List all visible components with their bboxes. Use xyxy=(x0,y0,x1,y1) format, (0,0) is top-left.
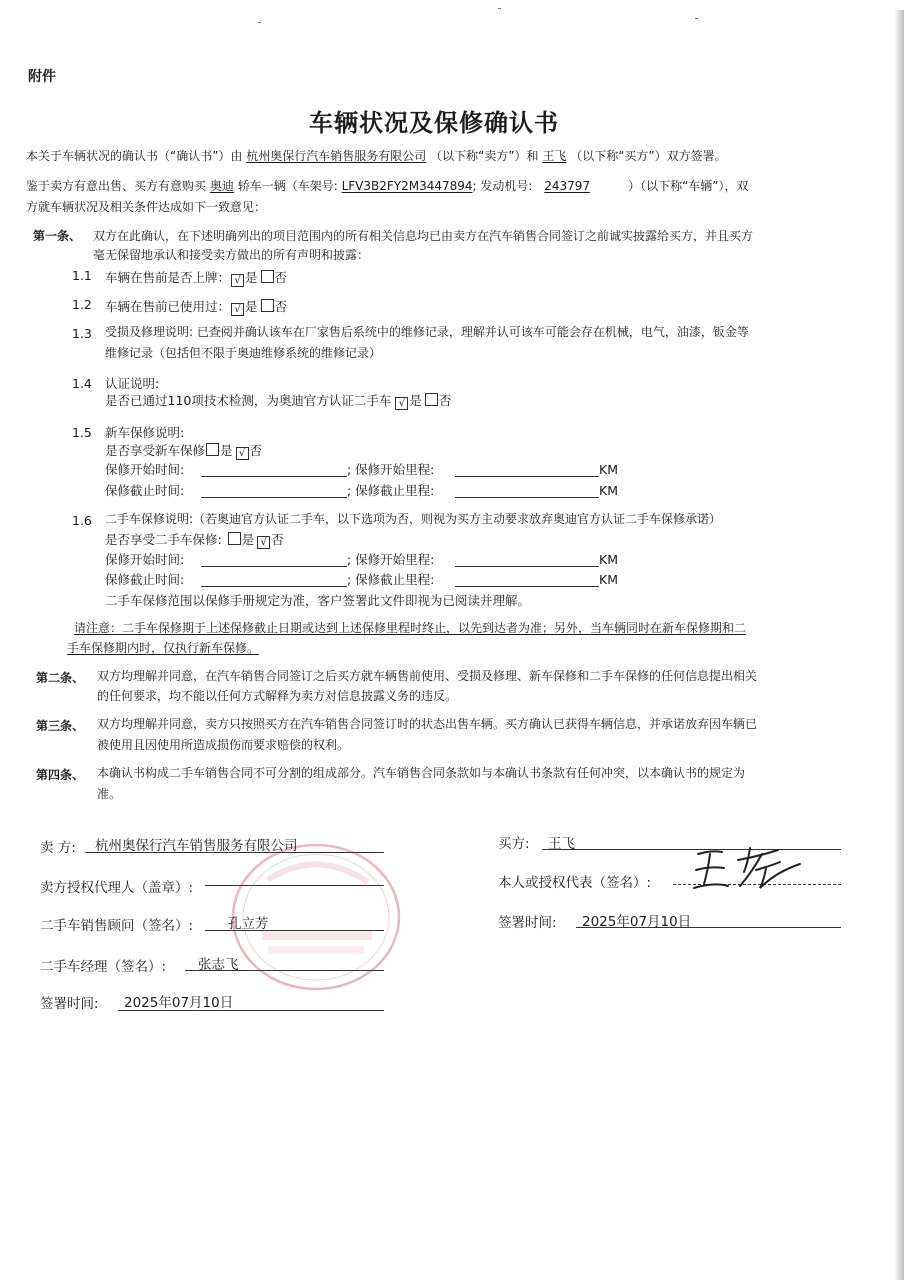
scan-speck xyxy=(695,18,698,19)
seller-label: 卖 方: xyxy=(40,840,76,856)
scan-edge-shadow xyxy=(894,10,904,1280)
scan-speck xyxy=(258,22,261,23)
intro-line-1 xyxy=(26,147,727,164)
checkbox-yes[interactable]: √ xyxy=(231,274,244,287)
seller-line xyxy=(85,852,384,853)
item-1-6-title: 二手车保修说明:（若奥迪官方认证二手车，以下选项为否，则视为买方主动要求放弃奥迪官方认证二手车保修承诺） xyxy=(105,512,722,526)
no-label: 否 xyxy=(274,299,288,314)
item-1-4-number: 1.4 xyxy=(72,376,92,391)
checkbox-yes[interactable]: √ xyxy=(231,303,244,316)
item-1-3-text: 受损及修理说明: 已查阅并确认该车在厂家售后系统中的维修记录，理解并认可该车可能会存在机械，电气，油漆，钣金等 xyxy=(105,325,749,339)
item-1-5-number: 1.5 xyxy=(72,425,92,440)
manager-label: 二手车经理（签名）: xyxy=(40,959,167,975)
seller-name: 杭州奥保行汽车销售服务有限公司 xyxy=(246,149,427,163)
warranty-end-km-label: ; 保修截止里程: xyxy=(347,483,435,498)
item-1-4 xyxy=(105,391,451,410)
manager-line xyxy=(185,970,384,971)
no-label: 否 xyxy=(274,270,288,285)
item-1-2-number: 1.2 xyxy=(72,297,92,312)
article-4-text: 本确认书构成二手车销售合同不可分割的组成部分。汽车销售合同条款如与本确认书条款有任何冲突，以本确认书的规定为 xyxy=(97,766,746,780)
intro-text: 鉴于卖方有意出售、买方有意购买 xyxy=(26,179,207,193)
intro-line-3: 方就车辆状况及相关条件达成如下一致意见： xyxy=(26,200,267,214)
vehicle-brand: 奥迪 xyxy=(209,179,234,193)
article-3-text: 被使用且因使用所造成损伤而要求赔偿的权利。 xyxy=(97,738,350,752)
handwritten-signature xyxy=(690,842,810,894)
warranty-end-time-label: 保修截止时间: xyxy=(105,483,185,498)
article-2-text: 的任何要求，均不能以任何方式解释为卖方对信息披露义务的违反。 xyxy=(97,689,458,703)
km-unit: KM xyxy=(599,462,618,477)
buyer-value: 王飞 xyxy=(548,836,575,852)
consultant-label: 二手车销售顾问（签名）: xyxy=(40,918,194,934)
used-warranty-start-row xyxy=(105,550,618,568)
used-warranty-scope: 二手车保修范围以保修手册规定为准，客户签署此文件即视为已阅读并理解。 xyxy=(105,593,531,608)
warranty-start-time-field[interactable] xyxy=(201,463,347,477)
attachment-label: 附件 xyxy=(28,69,56,85)
used-warranty-end-row xyxy=(105,570,618,588)
intro-text: ）（以下称“车辆”），双 xyxy=(628,179,749,193)
intro-line-2 xyxy=(26,177,749,194)
rep-label: 本人或授权代表（签名）: xyxy=(498,875,652,891)
no-label: 否 xyxy=(271,532,284,547)
article-4-label: 第四条、 xyxy=(36,768,85,782)
buyer-label: 买方: xyxy=(498,836,530,852)
article-4-text: 准。 xyxy=(97,787,122,801)
item-1-4-title: 认证说明: xyxy=(105,376,160,391)
yes-label: 是 xyxy=(409,393,422,408)
warranty-start-km-label: ; 保修开始里程: xyxy=(347,552,435,567)
item-1-1-question: 车辆在售前是否上牌： xyxy=(105,270,231,285)
new-warranty-start-row xyxy=(105,460,618,478)
intro-text: （以下称“卖方”）和 xyxy=(430,149,539,163)
item-1-4-question: 是否已通过110项技术检测，为奥迪官方认证二手车 xyxy=(105,393,392,408)
warranty-start-km-field[interactable] xyxy=(455,463,599,477)
item-1-5-title: 新车保修说明: xyxy=(105,425,185,440)
article-3-label: 第三条、 xyxy=(36,719,85,733)
no-label: 否 xyxy=(249,443,263,458)
item-1-6-question-row xyxy=(105,530,284,549)
item-1-1 xyxy=(105,268,287,287)
checkbox-no[interactable] xyxy=(261,270,274,283)
yes-label: 是 xyxy=(245,270,258,285)
item-1-3-number: 1.3 xyxy=(72,326,92,341)
yes-label: 是 xyxy=(241,532,255,547)
seller-value: 杭州奥保行汽车销售服务有限公司 xyxy=(95,838,298,854)
checkbox-no[interactable] xyxy=(261,299,274,312)
warranty-end-km-label: ; 保修截止里程: xyxy=(347,572,435,587)
document-title: 车辆状况及保修确认书 xyxy=(309,109,559,137)
item-1-2 xyxy=(105,297,287,316)
warranty-start-time-field[interactable] xyxy=(201,553,347,567)
no-label: 否 xyxy=(438,393,452,408)
agent-line[interactable] xyxy=(205,885,384,886)
consultant-value: 孔立芳 xyxy=(228,916,269,932)
warranty-start-time-label: 保修开始时间: xyxy=(105,552,185,567)
warranty-end-km-field[interactable] xyxy=(455,484,599,498)
yes-label: 是 xyxy=(245,299,258,314)
warranty-end-time-field[interactable] xyxy=(201,573,347,587)
warranty-start-km-field[interactable] xyxy=(455,553,599,567)
item-1-5-question-row xyxy=(105,441,262,460)
warranty-end-time-field[interactable] xyxy=(201,484,347,498)
item-1-2-question: 车辆在售前已使用过： xyxy=(105,299,231,314)
km-unit: KM xyxy=(599,552,618,567)
checkbox-no[interactable]: √ xyxy=(257,536,270,549)
checkbox-yes[interactable]: √ xyxy=(395,397,408,410)
item-1-6-question: 是否享受二手车保修: xyxy=(105,532,222,547)
scan-speck xyxy=(498,8,501,9)
article-1-label: 第一条、 xyxy=(33,229,82,243)
intro-text: 轿车一辆（车架号: xyxy=(237,179,338,193)
checkbox-yes[interactable] xyxy=(206,443,219,456)
warranty-start-km-label: ; 保修开始里程: xyxy=(347,462,435,477)
warranty-end-km-field[interactable] xyxy=(455,573,599,587)
agent-label: 卖方授权代理人（盖章）: xyxy=(40,880,194,896)
km-unit: KM xyxy=(599,572,618,587)
checkbox-yes[interactable] xyxy=(228,532,241,545)
item-1-1-number: 1.1 xyxy=(72,268,92,283)
warranty-end-time-label: 保修截止时间: xyxy=(105,572,185,587)
article-3-text: 双方均理解并同意，卖方只按照买方在汽车销售合同签订时的状态出售车辆。买方确认已获得车辆信息，并承诺放弃因车辆已 xyxy=(97,717,758,731)
manager-value: 张志飞 xyxy=(198,957,239,973)
new-warranty-end-row xyxy=(105,481,618,499)
intro-text: 本关于车辆状况的确认书（“确认书”）由 xyxy=(26,149,243,163)
intro-text: ; 发动机号: xyxy=(472,179,533,193)
engine-number: 243797 xyxy=(544,179,591,193)
seller-time-line xyxy=(118,1010,384,1011)
warranty-start-time-label: 保修开始时间: xyxy=(105,462,185,477)
article-2-text: 双方均理解并同意，在汽车销售合同签订之后买方就车辆售前使用、受损及修理、新车保修和二手车保修的任何信息提出相关 xyxy=(97,669,758,683)
checkbox-no[interactable]: √ xyxy=(236,447,249,460)
buyer-time-label: 签署时间: xyxy=(498,915,557,931)
item-1-6-number: 1.6 xyxy=(72,513,92,528)
article-2-label: 第二条、 xyxy=(36,671,85,685)
checkbox-no[interactable] xyxy=(425,393,438,406)
seller-time-label: 签署时间: xyxy=(40,996,99,1012)
km-unit: KM xyxy=(599,483,618,498)
notice-line-2: 手车保修期内时，仅执行新车保修。 xyxy=(67,641,260,655)
article-1-text: 毫无保留地承认和接受卖方做出的所有声明和披露： xyxy=(93,248,370,262)
vin-number: LFV3B2FY2M3447894 xyxy=(341,179,473,193)
buyer-name: 王飞 xyxy=(542,149,567,163)
seller-time-value: 2025年07月10日 xyxy=(124,995,234,1011)
consultant-line xyxy=(205,930,384,931)
buyer-time-value: 2025年07月10日 xyxy=(582,914,692,930)
notice-line-1: 请注意：二手车保修期于上述保修截止日期或达到上述保修里程时终止，以先到达者为准；另外，当车辆同时在新车保修期和二 xyxy=(74,621,747,635)
intro-text: （以下称“买方”）双方签署。 xyxy=(570,149,727,163)
buyer-time-line xyxy=(576,927,841,928)
item-1-5-question: 是否享受新车保修 xyxy=(105,443,206,458)
item-1-3-text: 维修记录（包括但不限于奥迪维修系统的维修记录） xyxy=(105,346,382,360)
yes-label: 是 xyxy=(220,443,233,458)
article-1-text: 双方在此确认，在下述明确列出的项目范围内的所有相关信息均已由卖方在汽车销售合同签订之前诚实披露给买方，并且买方 xyxy=(93,229,754,243)
